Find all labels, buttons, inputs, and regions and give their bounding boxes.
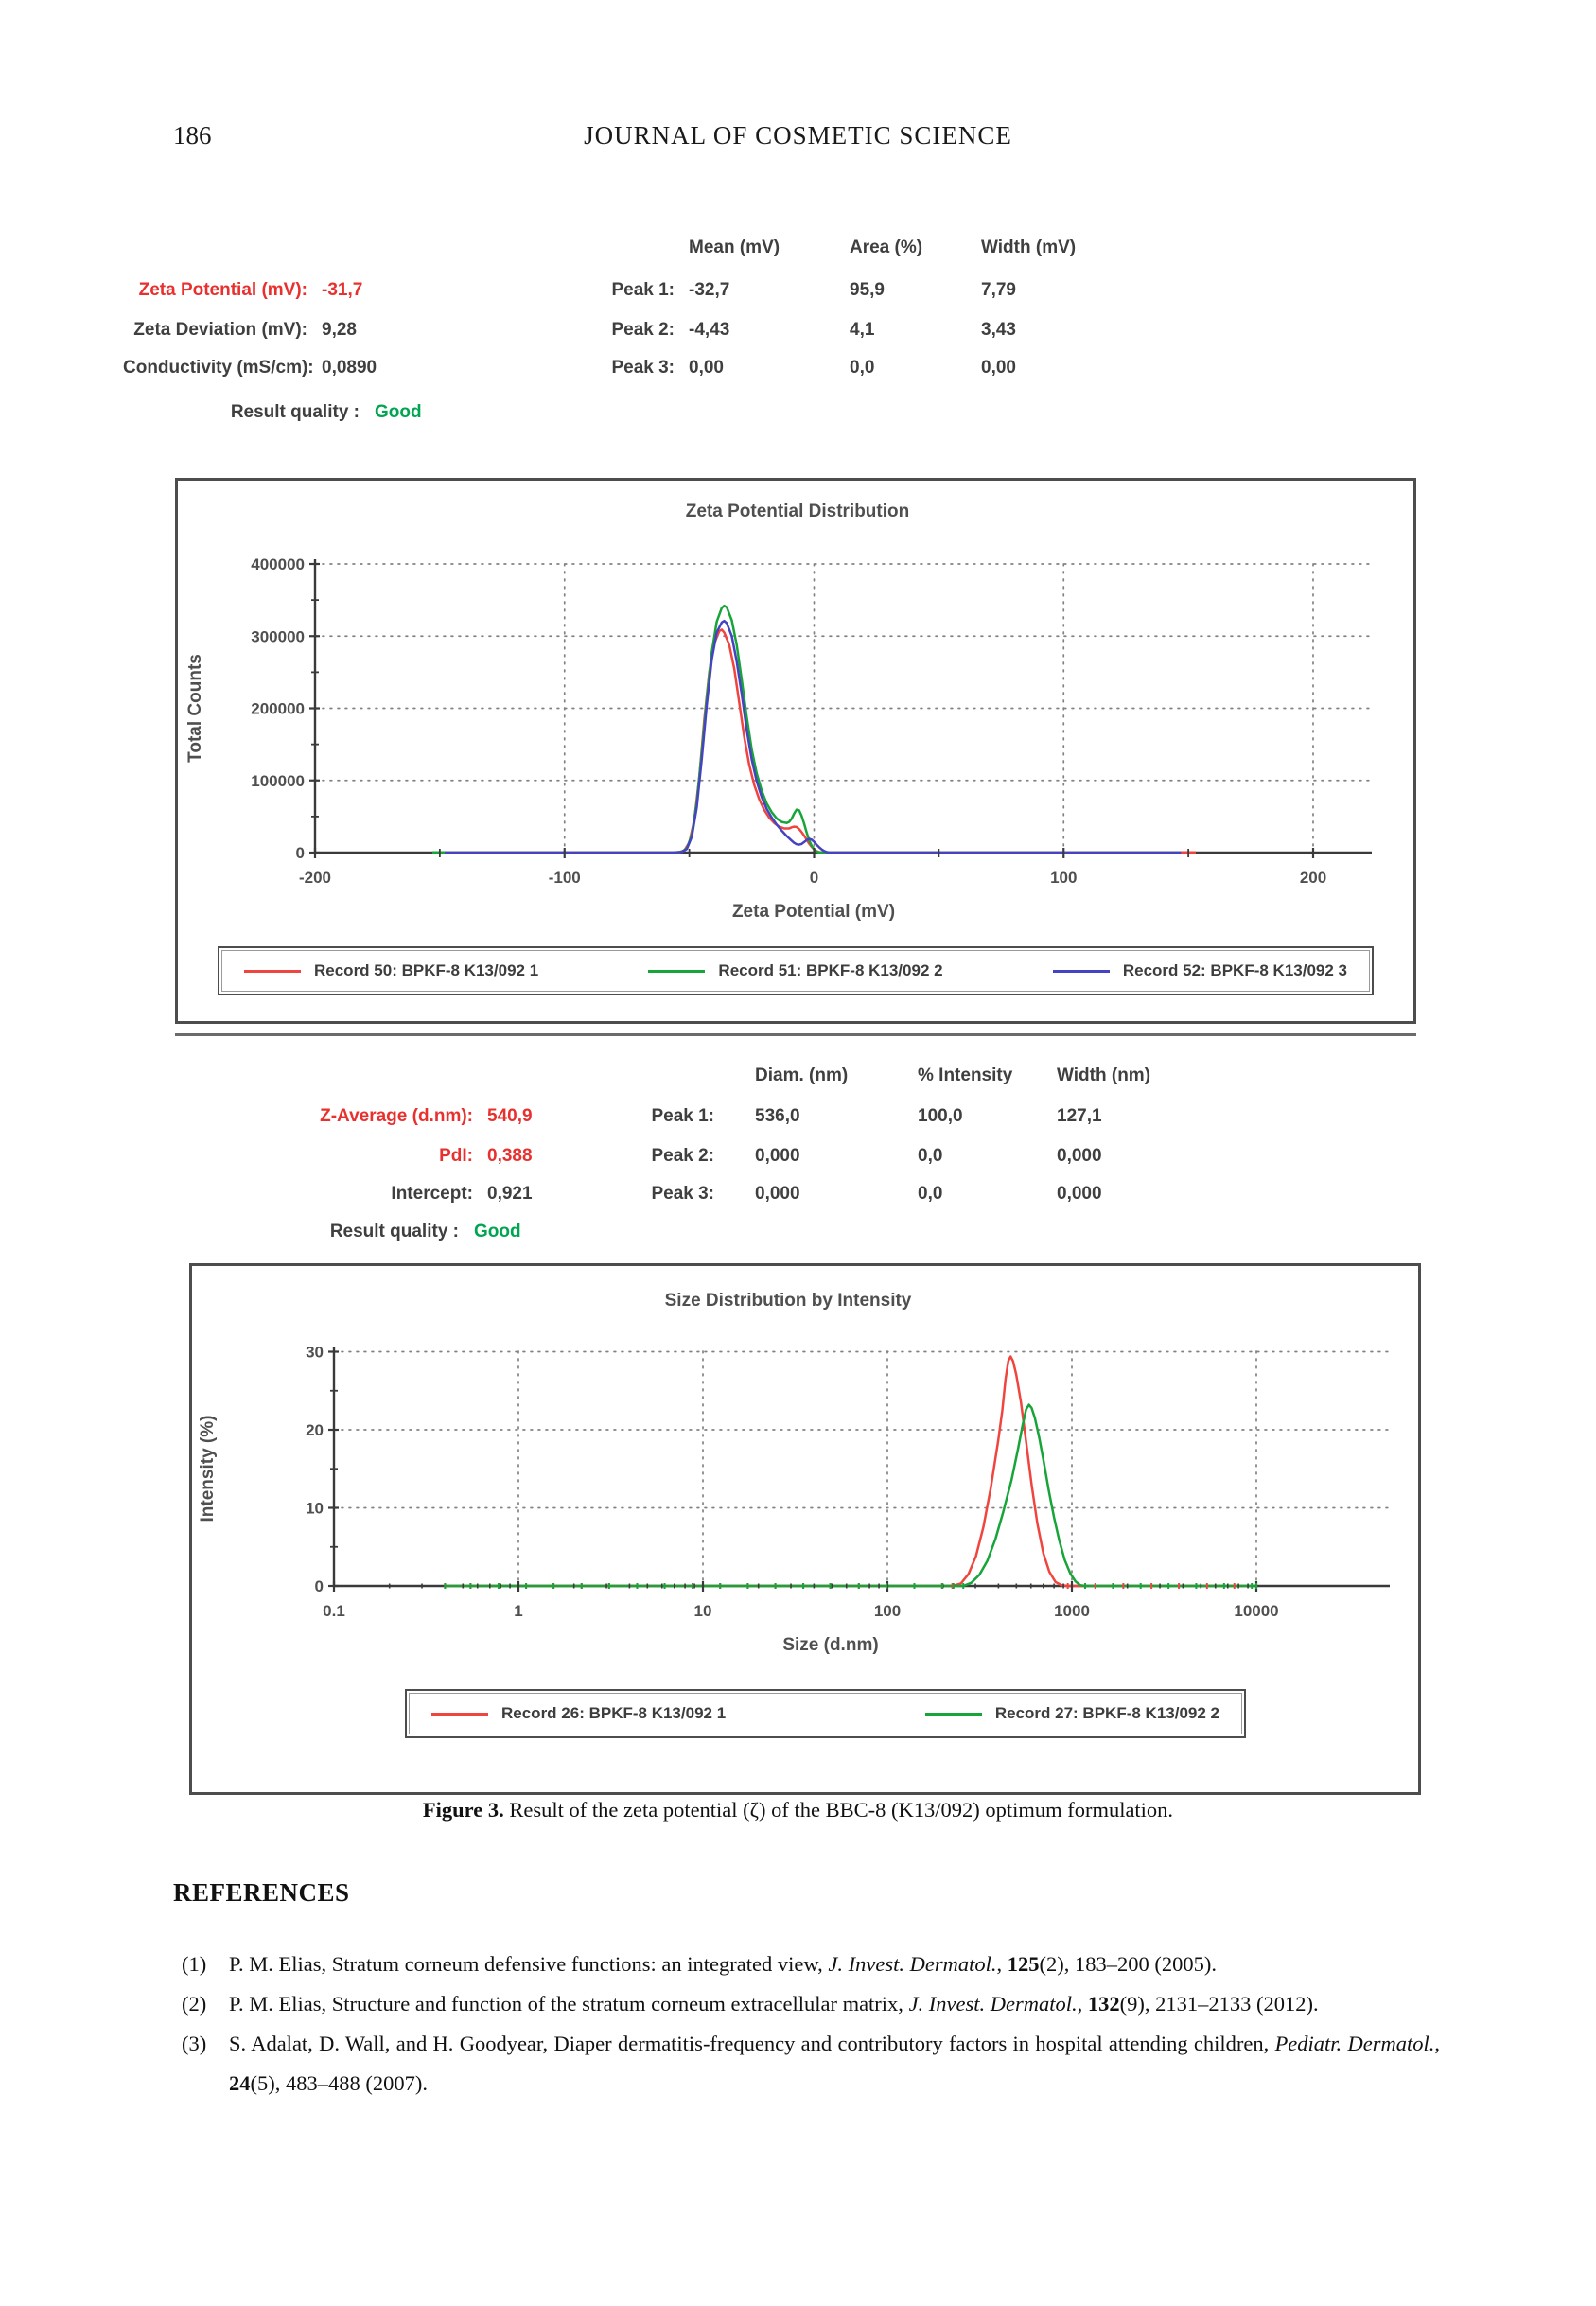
reference-text: S. Adalat, D. Wall, and H. Goodyear, Diaper dermatitis-frequency and contributory factors in hospital attending children, Pediatr. Dermatol., 24(5), 483–488 (2007). (229, 2032, 1440, 2095)
legend-entry (244, 961, 538, 980)
legend-label: Record 27: BPKF-8 K13/092 2 (994, 1704, 1219, 1722)
zeta-chart-box (175, 478, 1416, 1024)
zeta-chart (178, 481, 1413, 1021)
stat-value: 540,9 (487, 1106, 533, 1126)
svg-text:100: 100 (873, 1602, 902, 1620)
peak-intensity: 100,0 (918, 1106, 963, 1126)
journal-title: JOURNAL OF COSMETIC SCIENCE (584, 121, 1012, 150)
zeta-report-row (123, 319, 1211, 342)
svg-text:400000: 400000 (251, 555, 305, 573)
peak-label: Peak 1: (651, 1106, 714, 1126)
result-quality-label: Result quality : (230, 402, 360, 422)
peak-intensity: 0,0 (918, 1146, 943, 1166)
stat-label: Intercept: (391, 1184, 473, 1204)
peak-label: Peak 3: (651, 1184, 714, 1204)
peak-diam: 0,000 (755, 1146, 800, 1166)
stat-value: 9,28 (322, 320, 357, 340)
peak-label: Peak 1: (611, 280, 675, 300)
peak-area: 95,9 (850, 280, 885, 300)
column-header-intensity: % Intensity (918, 1065, 1013, 1085)
svg-text:0: 0 (314, 1577, 324, 1595)
stat-label: PdI: (439, 1146, 473, 1166)
svg-text:200: 200 (1299, 869, 1327, 887)
zeta-report-row (123, 357, 1211, 379)
peak-diam: 0,000 (755, 1184, 800, 1204)
svg-text:100000: 100000 (251, 771, 305, 790)
svg-text:Zeta Potential (mV): Zeta Potential (mV) (731, 902, 896, 922)
result-quality-value: Good (474, 1222, 521, 1241)
stat-value: 0,0890 (322, 358, 377, 378)
references-heading: REFERENCES (173, 1878, 350, 1907)
peak-width: 3,43 (981, 320, 1016, 340)
size-report-row (123, 1183, 1258, 1206)
svg-text:20: 20 (306, 1421, 324, 1439)
column-header-width: Width (mV) (981, 238, 1077, 257)
peak-width: 0,000 (1057, 1184, 1102, 1204)
size-report (123, 1041, 1258, 1249)
peak-diam: 536,0 (755, 1106, 800, 1126)
reference-item (182, 1945, 1440, 1984)
size-report-column-headers (123, 1065, 1258, 1087)
stat-value: 0,388 (487, 1146, 533, 1166)
reference-number: (3) (182, 2032, 207, 2055)
zeta-result-quality (123, 401, 1211, 424)
svg-text:0: 0 (295, 844, 305, 862)
svg-text:10: 10 (693, 1602, 712, 1620)
zeta-report-column-headers (123, 237, 1211, 259)
peak-label: Peak 3: (611, 358, 675, 378)
peak-label: Peak 2: (611, 320, 675, 340)
svg-text:Total Counts: Total Counts (185, 654, 205, 763)
reference-number: (2) (182, 1992, 207, 2016)
reference-text: P. M. Elias, Stratum corneum defensive functions: an integrated view, J. Invest. Dermatol., 125(2), 183–200 (2005). (229, 1952, 1217, 1976)
page-number: 186 (173, 121, 212, 150)
svg-text:Zeta Potential Distribution: Zeta Potential Distribution (685, 502, 910, 521)
svg-text:100: 100 (1050, 869, 1078, 887)
section-divider (175, 1033, 1416, 1036)
reference-text: P. M. Elias, Structure and function of the stratum corneum extracellular matrix, J. Invest. Dermatol., 132(9), 2131–2133 (2012). (229, 1992, 1319, 2016)
references-list (182, 1945, 1440, 2104)
legend-line-swatch (648, 970, 705, 973)
peak-width: 127,1 (1057, 1106, 1102, 1126)
legend-line-swatch (244, 970, 301, 973)
svg-text:1000: 1000 (1054, 1602, 1090, 1620)
column-header-width: Width (nm) (1057, 1065, 1151, 1085)
peak-label: Peak 2: (651, 1146, 714, 1166)
result-quality-label: Result quality : (329, 1222, 459, 1241)
svg-text:0.1: 0.1 (323, 1602, 345, 1620)
peak-mean: -4,43 (689, 320, 730, 340)
legend-line-swatch (431, 1713, 488, 1716)
peak-mean: -32,7 (689, 280, 730, 300)
legend-label: Record 26: BPKF-8 K13/092 1 (501, 1704, 727, 1722)
stat-label: Zeta Potential (mV): (138, 280, 307, 300)
legend-entry (925, 1704, 1219, 1723)
size-report-row (123, 1145, 1258, 1168)
svg-text:-100: -100 (548, 869, 581, 887)
column-header-diam: Diam. (nm) (755, 1065, 849, 1085)
figure-label: Figure 3. (422, 1798, 504, 1822)
reference-item (182, 2024, 1440, 2104)
figure-caption (0, 1798, 1596, 1822)
peak-area: 0,0 (850, 358, 875, 378)
zeta-report (123, 225, 1211, 433)
peak-width: 7,79 (981, 280, 1016, 300)
zeta-chart-legend (218, 946, 1374, 995)
stat-value: -31,7 (322, 280, 363, 300)
svg-text:1: 1 (514, 1602, 523, 1620)
reference-number: (1) (182, 1952, 207, 1976)
svg-text:200000: 200000 (251, 699, 305, 718)
size-result-quality (123, 1221, 1258, 1243)
size-chart-legend (405, 1689, 1246, 1738)
legend-label: Record 52: BPKF-8 K13/092 3 (1122, 961, 1347, 979)
peak-width: 0,000 (1057, 1146, 1102, 1166)
result-quality-value: Good (375, 402, 422, 422)
svg-text:-200: -200 (298, 869, 332, 887)
legend-entry (648, 961, 942, 980)
size-chart-box (189, 1263, 1421, 1795)
peak-mean: 0,00 (689, 358, 724, 378)
svg-text:10: 10 (306, 1499, 324, 1518)
legend-label: Record 50: BPKF-8 K13/092 1 (314, 961, 539, 979)
stat-label: Zeta Deviation (mV): (133, 320, 307, 340)
legend-label: Record 51: BPKF-8 K13/092 2 (718, 961, 943, 979)
zeta-report-row (123, 279, 1211, 302)
column-header-mean: Mean (mV) (689, 238, 780, 257)
peak-area: 4,1 (850, 320, 875, 340)
svg-text:Intensity (%): Intensity (%) (198, 1415, 218, 1523)
stat-value: 0,921 (487, 1184, 533, 1204)
svg-text:30: 30 (306, 1343, 324, 1362)
peak-width: 0,00 (981, 358, 1016, 378)
legend-line-swatch (925, 1713, 982, 1716)
stat-label: Conductivity (mS/cm): (123, 358, 314, 378)
svg-text:0: 0 (809, 869, 819, 887)
peak-intensity: 0,0 (918, 1184, 943, 1204)
legend-entry (431, 1704, 726, 1723)
size-report-row (123, 1105, 1258, 1128)
column-header-area: Area (%) (850, 238, 923, 257)
legend-entry (1053, 961, 1347, 980)
legend-line-swatch (1053, 970, 1110, 973)
reference-item (182, 1984, 1440, 2024)
svg-text:10000: 10000 (1234, 1602, 1279, 1620)
svg-text:300000: 300000 (251, 627, 305, 646)
figure-caption-text: Result of the zeta potential (ζ) of the BBC-8 (K13/092) optimum formulation. (509, 1798, 1174, 1822)
svg-text:Size (d.nm): Size (d.nm) (782, 1635, 879, 1655)
stat-label: Z-Average (d.nm): (320, 1106, 473, 1126)
svg-text:Size Distribution by Intensity: Size Distribution by Intensity (664, 1291, 912, 1311)
